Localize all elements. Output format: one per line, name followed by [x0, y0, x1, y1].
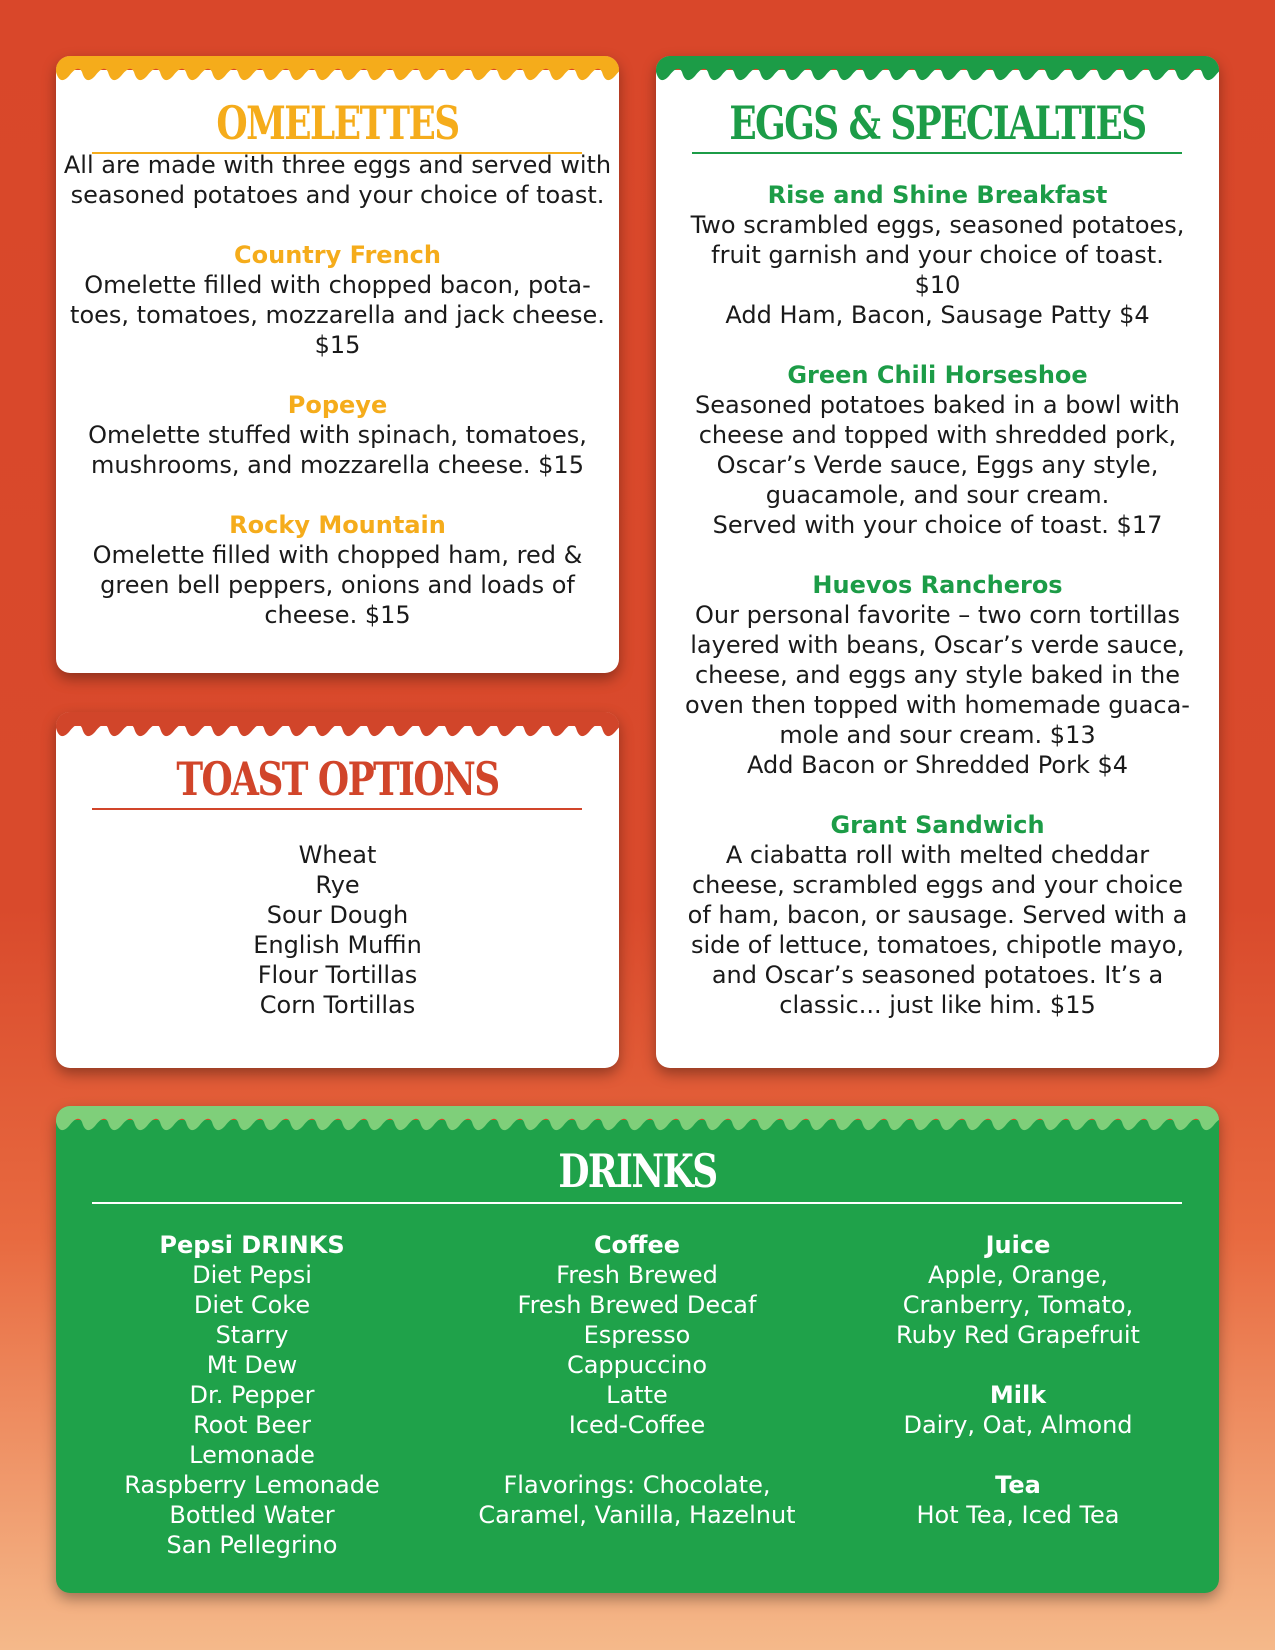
drink-group-heading: Milk	[989, 1381, 1047, 1409]
menu-item-addon: Add Bacon or Shredded Pork $4	[746, 751, 1129, 779]
drink-item: Apple, Orange,	[928, 1261, 1108, 1289]
toast-option: Rye	[315, 871, 360, 899]
menu-item-desc: toes, tomatoes, mozzarella and jack cheese.	[70, 301, 605, 329]
intro-line: All are made with three eggs and served with	[63, 151, 612, 179]
pepper-border-decoration	[656, 56, 1219, 94]
menu-item-name: Rocky Mountain	[229, 511, 446, 539]
toast-option: Wheat	[298, 841, 377, 869]
drink-item: Fresh Brewed	[556, 1261, 718, 1289]
menu-item-desc: cheese. $15	[264, 601, 411, 629]
menu-item-name: Popeye	[287, 391, 388, 419]
pepper-border-decoration	[56, 56, 619, 94]
pepper-border-decoration	[56, 712, 619, 750]
menu-item-desc: mushrooms, and mozzarella cheese. $15	[91, 451, 584, 479]
drink-item: Fresh Brewed Decaf	[517, 1291, 757, 1319]
menu-item-desc: cheese, scrambled eggs and your choice	[691, 871, 1184, 899]
drink-item: Bottled Water	[169, 1501, 335, 1529]
section-title: EGGS & SPECIALTIES	[729, 96, 1146, 150]
drink-group-heading: Tea	[995, 1471, 1041, 1499]
toast-options-panel	[56, 712, 619, 1068]
drink-group-heading: Pepsi DRINKS	[159, 1231, 345, 1259]
title-rule	[92, 808, 582, 810]
section-title: TOAST OPTIONS	[176, 752, 499, 806]
drink-item: Raspberry Lemonade	[124, 1471, 380, 1499]
menu-item-desc: fruit garnish and your choice of toast.	[711, 241, 1164, 269]
drink-item: Starry	[215, 1321, 289, 1349]
toast-list	[56, 840, 619, 1020]
drink-group-heading: Coffee	[593, 1231, 681, 1259]
omelettes-body	[56, 150, 619, 630]
eggs-specialties-panel	[656, 56, 1219, 1068]
menu-item-name: Rise and Shine Breakfast	[767, 181, 1108, 209]
title-rule	[692, 152, 1182, 154]
drink-item: Cappuccino	[566, 1351, 708, 1379]
toast-option: English Muffin	[253, 931, 422, 959]
drink-item: Cranberry, Tomato,	[902, 1291, 1134, 1319]
omelettes-panel	[56, 56, 619, 673]
drink-item: Caramel, Vanilla, Hazelnut	[478, 1501, 796, 1529]
drink-item: Hot Tea, Iced Tea	[916, 1501, 1120, 1529]
section-title: OMELETTES	[216, 96, 459, 150]
drinks-column-pepsi	[72, 1230, 432, 1560]
menu-item-desc: oven then topped with homemade guaca-	[685, 691, 1190, 719]
eggs-body	[656, 180, 1219, 1020]
toast-option: Corn Tortillas	[259, 991, 416, 1019]
drinks-column-juice	[838, 1230, 1198, 1530]
menu-item-desc: Omelette filled with chopped ham, red &	[92, 541, 583, 569]
intro-line: seasoned potatoes and your choice of toast.	[70, 181, 605, 209]
drink-item: Flavorings: Chocolate,	[503, 1471, 771, 1499]
menu-item-name: Grant Sandwich	[830, 811, 1045, 839]
menu-item-desc: Seasoned potatoes baked in a bowl with	[695, 391, 1180, 419]
menu-item-desc: Oscar’s Verde sauce, Eggs any style,	[716, 451, 1159, 479]
drink-item: Dr. Pepper	[189, 1381, 315, 1409]
menu-item-name: Huevos Rancheros	[812, 571, 1063, 599]
toast-option: Sour Dough	[266, 901, 409, 929]
drinks-column-coffee	[457, 1230, 817, 1530]
drink-item: Diet Coke	[193, 1291, 311, 1319]
drink-item: Diet Pepsi	[192, 1261, 312, 1289]
title-rule	[92, 1202, 1182, 1204]
menu-item-desc: Omelette filled with chopped bacon, pota-	[84, 271, 591, 299]
drink-item: Dairy, Oat, Almond	[903, 1411, 1133, 1439]
drink-item: Lemonade	[189, 1441, 315, 1469]
menu-item-desc: green bell peppers, onions and loads of	[100, 571, 575, 599]
menu-item-desc: of ham, bacon, or sausage. Served with a	[687, 901, 1188, 929]
menu-item-desc: cheese, and eggs any style baked in the	[694, 661, 1181, 689]
drink-item: Root Beer	[193, 1411, 311, 1439]
menu-item-price: $15	[314, 331, 361, 359]
menu-item-desc: Our personal favorite – two corn tortillas	[695, 601, 1180, 629]
menu-item-desc: A ciabatta roll with melted cheddar	[725, 841, 1150, 869]
menu-item-desc: side of lettuce, tomatoes, chipotle mayo,	[690, 931, 1185, 959]
menu-item-desc: cheese and topped with shredded pork,	[698, 421, 1177, 449]
drink-item: Espresso	[583, 1321, 691, 1349]
menu-item-desc: layered with beans, Oscar’s verde sauce,	[690, 631, 1185, 659]
menu-item-desc: Two scrambled eggs, seasoned potatoes,	[690, 211, 1185, 239]
toast-option: Flour Tortillas	[257, 961, 418, 989]
menu-item-name: Green Chili Horseshoe	[787, 361, 1088, 389]
drink-item: Mt Dew	[206, 1351, 298, 1379]
pepper-border-decoration	[56, 1106, 1219, 1144]
menu-item-desc: Omelette stuffed with spinach, tomatoes,	[88, 421, 587, 449]
menu-item-desc: Served with your choice of toast. $17	[712, 511, 1163, 539]
drinks-panel	[56, 1106, 1219, 1593]
drink-item: San Pellegrino	[166, 1531, 338, 1559]
drink-item: Ruby Red Grapefruit	[896, 1321, 1140, 1349]
menu-item-desc: classic... just like him. $15	[779, 991, 1096, 1019]
section-title: DRINKS	[558, 1144, 717, 1198]
menu-item-desc: and Oscar’s seasoned potatoes. It’s a	[711, 961, 1164, 989]
menu-item-name: Country French	[234, 241, 441, 269]
drink-item: Latte	[606, 1381, 668, 1409]
drink-group-heading: Juice	[985, 1231, 1051, 1259]
menu-item-desc: guacamole, and sour cream.	[765, 481, 1110, 509]
drink-item: Iced-Coffee	[568, 1411, 706, 1439]
menu-item-desc: mole and sour cream. $13	[779, 721, 1096, 749]
menu-item-addon: Add Ham, Bacon, Sausage Patty $4	[725, 301, 1150, 329]
menu-item-price: $10	[914, 271, 961, 299]
